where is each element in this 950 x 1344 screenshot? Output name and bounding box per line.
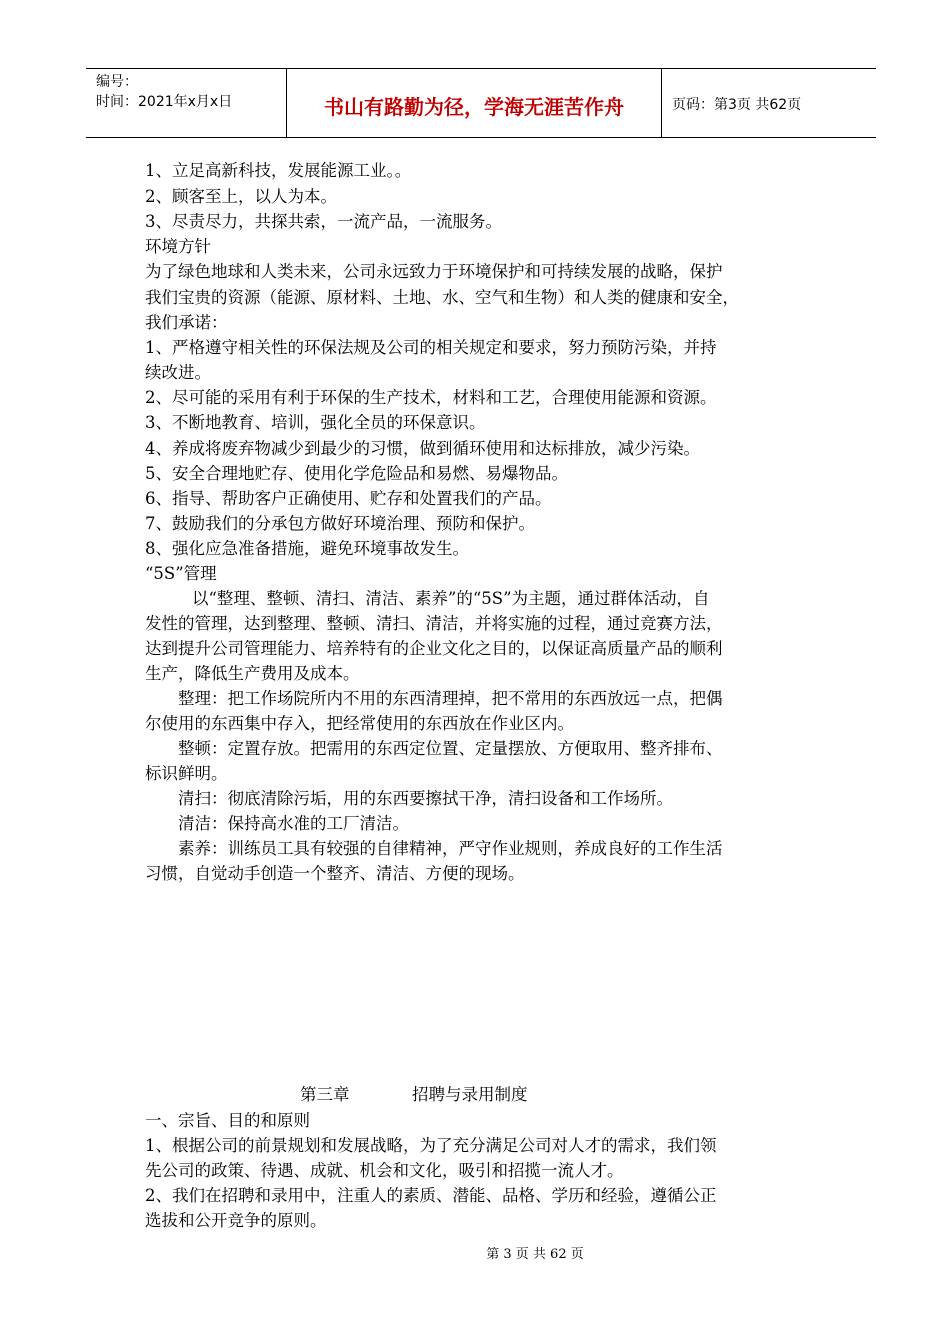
body-line: 整顿：定置存放。把需用的东西定位置、定量摆放、方便取用、整齐排布、 xyxy=(178,739,723,758)
section-heading-environment: 环境方针 xyxy=(145,237,211,256)
body-line: 3、尽责尽力，共探共索，一流产品，一流服务。 xyxy=(145,212,502,231)
body-line: 以“整理、整顿、清扫、清洁、素养”的“5S”为主题，通过群体活动，自 xyxy=(192,589,710,608)
body-line: 5、安全合理地贮存、使用化学危险品和易燃、易爆物品。 xyxy=(145,464,568,483)
header-meta-cell xyxy=(86,69,286,137)
body-line: 4、养成将废弃物减少到最少的习惯，做到循环使用和达标排放，减少污染。 xyxy=(145,439,700,458)
body-line: 整理：把工作场院所内不用的东西清理掉，把不常用的东西放远一点，把偶 xyxy=(178,689,723,708)
body-line: 标识鲜明。 xyxy=(145,764,228,783)
body-line: 2、我们在招聘和录用中，注重人的素质、潜能、品格、学历和经验，遵循公正 xyxy=(145,1186,717,1205)
document-number-label: 编号： xyxy=(96,74,138,90)
body-line: 尔使用的东西集中存入，把经常使用的东西放在作业区内。 xyxy=(145,714,574,733)
body-line: 达到提升公司管理能力、培养特有的企业文化之目的，以保证高质量产品的顺利 xyxy=(145,639,723,658)
page-header xyxy=(86,68,876,138)
header-page-number: 页码：第3页 共62页 xyxy=(672,97,802,113)
body-line: 2、尽可能的采用有利于环保的生产技术，材料和工艺，合理使用能源和资源。 xyxy=(145,388,717,407)
body-line: 1、严格遵守相关性的环保法规及公司的相关规定和要求，努力预防污染，并持 xyxy=(145,338,717,357)
document-time-label: 时间：2021年x月x日 xyxy=(96,94,233,110)
body-line: 6、指导、帮助客户正确使用、贮存和处置我们的产品。 xyxy=(145,489,552,508)
body-line: 我们宝贵的资源（能源、原材料、土地、水、空气和生物）和人类的健康和安全， xyxy=(145,288,739,307)
chapter-title: 招聘与录用制度 xyxy=(412,1085,528,1104)
section-heading-5s: “5S”管理 xyxy=(145,564,217,583)
chapter-number: 第三章 xyxy=(300,1085,350,1104)
body-line: 7、鼓励我们的分承包方做好环境治理、预防和保护。 xyxy=(145,514,535,533)
body-line: 1、根据公司的前景规划和发展战略，为了充分满足公司对人才的需求，我们领 xyxy=(145,1136,717,1155)
header-motto: 书山有路勤为径，学海无涯苦作舟 xyxy=(324,95,624,119)
body-line: 2、顾客至上，以人为本。 xyxy=(145,187,337,206)
body-line: 清洁：保持高水准的工厂清洁。 xyxy=(178,814,409,833)
section-heading-purpose: 一、宗旨、目的和原则 xyxy=(145,1111,310,1130)
body-line: 习惯，自觉动手创造一个整齐、清洁、方便的现场。 xyxy=(145,864,525,883)
body-line: 生产，降低生产费用及成本。 xyxy=(145,664,360,683)
body-line: 续改进。 xyxy=(145,363,211,382)
header-page-cell xyxy=(662,69,876,137)
body-line: 选拔和公开竞争的原则。 xyxy=(145,1211,327,1230)
body-line: 清扫：彻底清除污垢，用的东西要擦拭干净，清扫设备和工作场所。 xyxy=(178,789,673,808)
body-line: 8、强化应急准备措施，避免环境事故发生。 xyxy=(145,539,469,558)
body-line: 发性的管理，达到整理、整顿、清扫、清洁，并将实施的过程，通过竞赛方法， xyxy=(145,614,723,633)
page-footer: 第 3 页 共 62 页 xyxy=(486,1247,584,1262)
body-line: 3、不断地教育、培训，强化全员的环保意识。 xyxy=(145,413,486,432)
body-line: 为了绿色地球和人类未来，公司永远致力于环境保护和可持续发展的战略，保护 xyxy=(145,262,723,281)
header-motto-cell xyxy=(286,69,662,137)
body-line: 素养：训练员工具有较强的自律精神，严守作业规则，养成良好的工作生活 xyxy=(178,839,723,858)
body-line: 1、立足高新科技，发展能源工业。。 xyxy=(145,161,412,180)
body-line: 我们承诺： xyxy=(145,313,228,332)
body-line: 先公司的政策、待遇、成就、机会和文化，吸引和招揽一流人才。 xyxy=(145,1161,624,1180)
